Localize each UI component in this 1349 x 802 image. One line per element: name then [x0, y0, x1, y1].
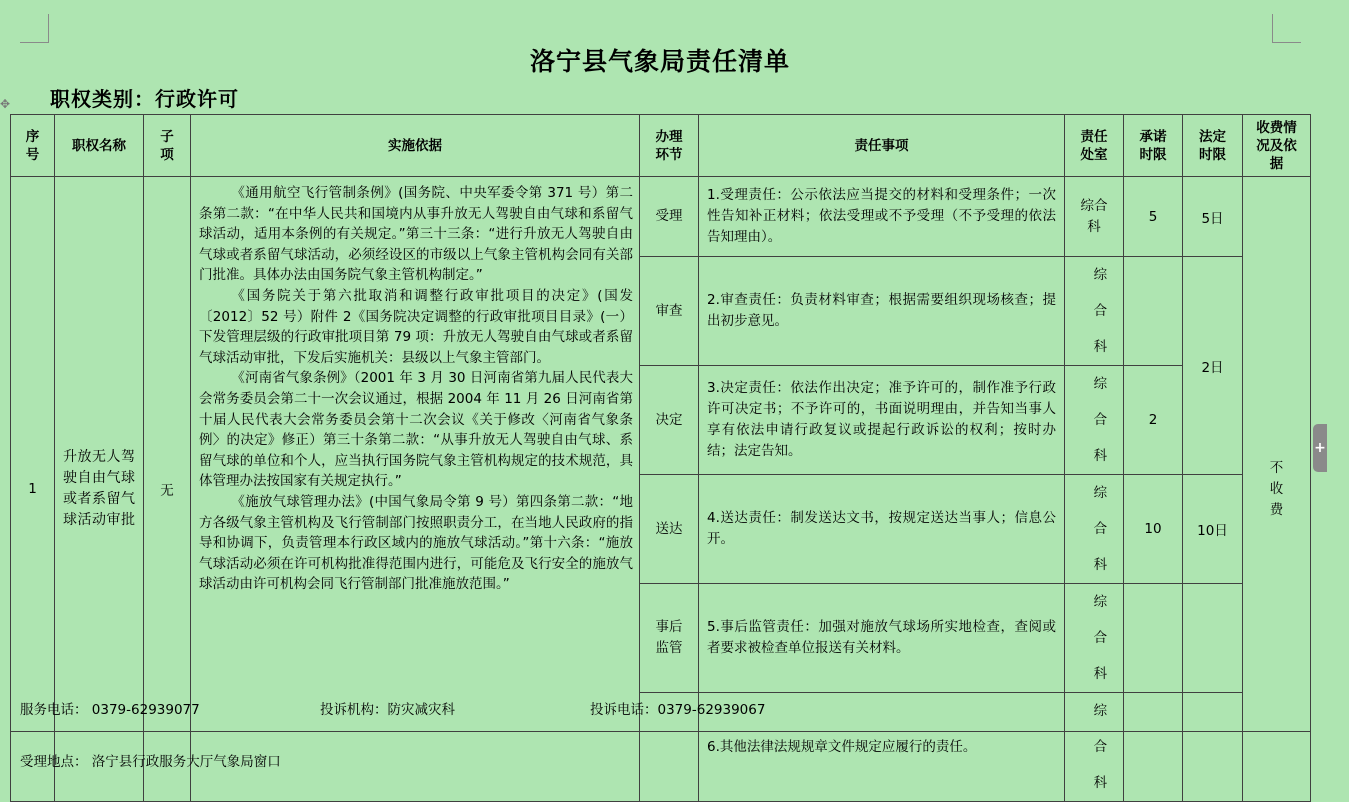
seq-cell: 1 — [11, 177, 55, 802]
promise-cell — [1124, 584, 1183, 693]
duty-cell: 6.其他法律法规规章文件规定应履行的责任。 — [699, 693, 1065, 802]
header-duty: 责任事项 — [699, 115, 1065, 177]
legal-cell: 10日 — [1183, 475, 1243, 584]
stage-cell: 受理 — [640, 177, 699, 257]
crop-mark-top-left — [20, 14, 49, 43]
legal-cell: 2日 — [1183, 257, 1243, 475]
office-cell: 综合科 — [1065, 177, 1124, 257]
header-legal: 法定时限 — [1183, 115, 1243, 177]
legal-cell — [1183, 693, 1243, 802]
crop-mark-top-right — [1272, 14, 1301, 43]
category-label: 职权类别：行政许可 — [50, 87, 239, 111]
duty-cell: 5.事后监管责任：加强对施放气球场所实地检查，查阅或者要求被检查单位报送有关材料。 — [699, 584, 1065, 693]
sub-item-cell: 无 — [144, 177, 191, 802]
promise-cell: 2 — [1124, 366, 1183, 475]
header-office: 责任处室 — [1065, 115, 1124, 177]
office-cell: 综合科 — [1065, 257, 1124, 366]
duty-cell: 1.受理责任：公示依法应当提交的材料和受理条件；一次性告知补正材料；依法受理或不予受理（不予受理的依法告知理由）。 — [699, 177, 1065, 257]
office-cell: 综合科 — [1065, 366, 1124, 475]
table-move-handle-icon[interactable]: ✥ — [0, 97, 11, 111]
office-cell: 综合科 — [1065, 475, 1124, 584]
basis-paragraph: 《施放气球管理办法》(中国气象局令第 9 号）第四条第二款：“地方各级气象主管机构及飞行管制部门按照职责分工，在当地人民政府的指导和协调下，负责管理本行政区域内的施放气球活动。”第十六条：“施放气球活动必须在许可机构批准得范围内进行，可能危及飞行安全的施放气球活动由许可机构会同飞行管制部门批准施放范围。” — [199, 493, 633, 593]
table-row — [11, 177, 1311, 257]
header-name: 职权名称 — [55, 115, 144, 177]
duty-cell: 3.决定责任：依法作出决定；准予许可的，制作准予行政许可决定书；不予许可的，书面说明理由，并告知当事人享有依法申请行政复议或提起行政诉讼的权利；按时办结；法定告知。 — [699, 366, 1065, 475]
header-basis: 实施依据 — [191, 115, 640, 177]
legal-cell — [1183, 584, 1243, 693]
promise-cell — [1124, 693, 1183, 802]
plus-icon: + — [1314, 440, 1326, 456]
duty-cell: 2.审查责任：负责材料审查；根据需要组织现场核查；提出初步意见。 — [699, 257, 1065, 366]
page-title: 洛宁县气象局责任清单 — [529, 47, 790, 76]
promise-cell: 10 — [1124, 475, 1183, 584]
duty-cell: 4.送达责任：制发送达文书，按规定送达当事人；信息公开。 — [699, 475, 1065, 584]
stage-cell: 审查 — [640, 257, 699, 366]
header-row — [11, 115, 1311, 177]
office-cell: 综合科 — [1065, 693, 1124, 802]
basis-paragraph: 《国务院关于第六批取消和调整行政审批项目的决定》(国发〔2012〕52 号）附件 2《国务院决定调整的行政审批项目目录》(一）下发管理层级的行政审批项目第 79 项：升放无人驾驶自由气球或者系留气球活动审批，下发后实施机关：县级以上气象主管部门。 — [199, 287, 633, 366]
footer-divider — [10, 731, 1310, 732]
legal-cell: 5日 — [1183, 177, 1243, 257]
acceptance-location: 受理地点： 洛宁县行政服务大厅气象局窗口 — [20, 754, 281, 770]
complaint-org: 投诉机构：防灾减灾科 — [320, 702, 455, 718]
header-seq: 序号 — [11, 115, 55, 177]
office-cell: 综合科 — [1065, 584, 1124, 693]
header-sub: 子项 — [144, 115, 191, 177]
header-fee: 收费情况及依据 — [1243, 115, 1311, 177]
basis-paragraph: 《河南省气象条例》（2001 年 3 月 30 日河南省第九届人民代表大会常务委员会第二十一次会议通过，根据 2004 年 11 月 26 日河南省第十届人民代表大会常务委员会第十二次会议《关于修改〈河南省气象条例〉的决定》修正）第三十条第二款：“从事升放无人驾驶自由气球、系留气球的单位和个人，应当执行国务院气象主管机构规定的技术规范，具体管理办法按国家有关规定执行。” — [199, 370, 633, 490]
fee-cell: 不收费 — [1243, 177, 1311, 802]
stage-cell: 送达 — [640, 475, 699, 584]
stage-cell: 决定 — [640, 366, 699, 475]
complaint-phone: 投诉电话：0379-62939067 — [590, 702, 766, 718]
expand-panel-button[interactable] — [1313, 424, 1327, 472]
header-promise: 承诺时限 — [1124, 115, 1183, 177]
service-phone: 服务电话： 0379-62939077 — [20, 702, 200, 718]
power-name-cell: 升放无人驾驶自由气球或者系留气球活动审批 — [55, 177, 144, 802]
footer-border-right — [1310, 679, 1311, 784]
header-stage: 办理环节 — [640, 115, 699, 177]
basis-paragraph: 《通用航空飞行管制条例》(国务院、中央军委令第 371 号）第二条第二款：“在中华人民共和国境内从事升放无人驾驶自由气球和系留气球活动，适用本条例的有关规定。”第三十三条：“进行升放无人驾驶自由气球或者系留气球活动，必须经设区的市级以上气象主管机构会同有关部门批准。具体办法由国务院气象主管机构制定。” — [199, 185, 633, 284]
promise-cell — [1124, 257, 1183, 366]
stage-cell: 事后监管 — [640, 584, 699, 693]
promise-cell: 5 — [1124, 177, 1183, 257]
